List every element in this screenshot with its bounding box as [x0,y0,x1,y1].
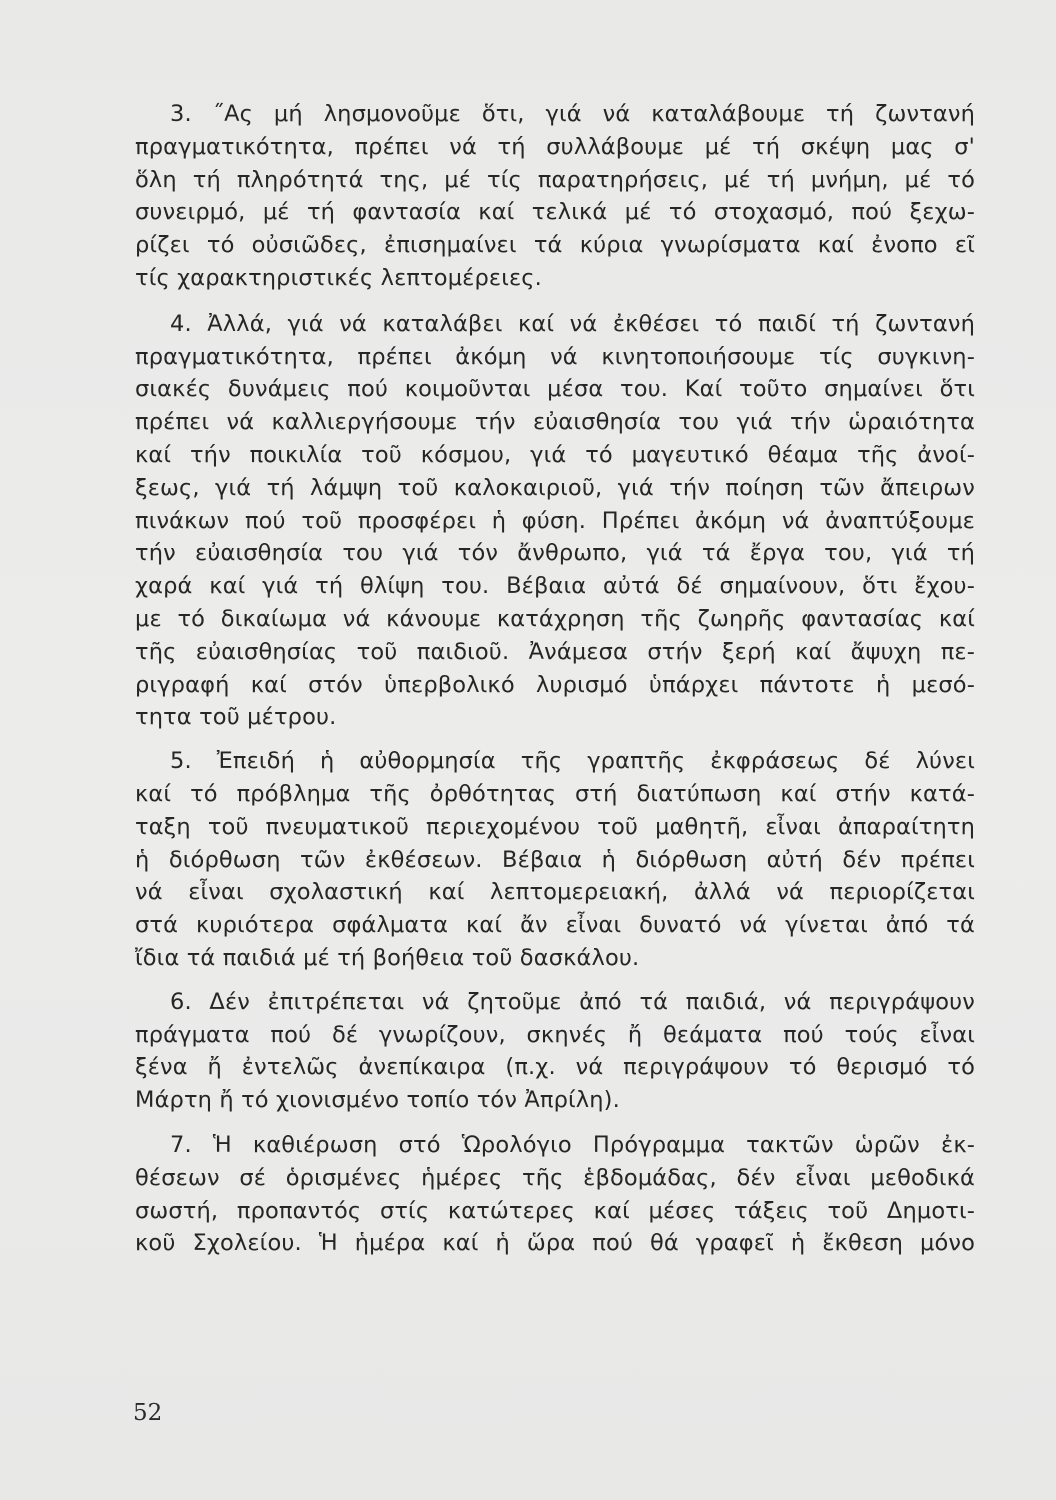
page-number: 52 [133,1400,163,1426]
text-line: πρέπει νά καλλιεργήσουμε τήν εὐαισθησία του γιά τήν ὡραιότητα [135,409,975,436]
text-line: ξεως, γιά τή λάμψη τοῦ καλοκαιριοῦ, γιά τήν ποίηση τῶν ἄπειρων [135,474,975,501]
text-line: ρίζει τό οὐσιῶδες, ἐπισημαίνει τά κύρια γνωρίσματα καί ἐνοπο εῖ [135,232,975,259]
text-line: 4. Ἀλλά, γιά νά καταλάβει καί νά ἐκθέσει τό παιδί τή ζωντανή [170,310,975,337]
paragraph-5 [135,745,975,975]
text-line: 5. Ἐπειδή ἡ αὐθορμησία τῆς γραπτῆς ἐκφράσεως δέ λύνει [170,748,975,775]
paragraph-3 [135,98,975,295]
text-line: ριγραφή καί στόν ὑπερβολικό λυρισμό ὑπάρχει πάντοτε ἡ μεσό- [135,671,975,698]
text-line: τήν εὐαισθησία του γιά τόν ἄνθρωπο, γιά τά ἔργα του, γιά τή [135,540,975,567]
text-line: 3. ˝Ας μή λησμονοῦμε ὅτι, γιά νά καταλάβουμε τή ζωντανή [170,101,975,127]
text-line: κοῦ Σχολείου. Ἡ ἡμέρα καί ἡ ὥρα πού θά γραφεῖ ἡ ἔκθεση μόνο [135,1230,975,1257]
text-line: πραγματικότητα, πρέπει ἀκόμη νά κινητοποιήσουμε τίς συγκινη- [135,343,975,370]
text-line: ὅλη τή πληρότητά της, μέ τίς παρατηρήσεις, μέ τή μνήμη, μέ τό [135,166,975,193]
text-line: 7. Ἡ καθιέρωση στό Ὡρολόγιο Πρόγραμμα τακτῶν ὡρῶν ἐκ- [170,1131,975,1158]
text-line: με τό δικαίωμα νά κάνουμε κατάχρηση τῆς ζωηρῆς φαντασίας καί [135,605,975,632]
text-line: Μάρτη ἤ τό χιονισμένο τοπίο τόν Ἀπρίλη). [135,1087,620,1114]
text-line: καί τό πρόβλημα τῆς ὀρθότητας στή διατύπωση καί στήν κατά- [135,780,975,807]
paragraph-7 [135,1129,975,1260]
text-line: πραγματικότητα, πρέπει νά τή συλλάβουμε μέ τή σκέψη μας σ' [135,133,975,160]
text-line: χαρά καί γιά τή θλίψη του. Βέβαια αὐτά δέ σημαίνουν, ὅτι ἔχου- [135,573,975,600]
text-line: ξένα ἤ ἐντελῶς ἀνεπίκαιρα (π.χ. νά περιγράψουν τό θερισμό τό [135,1054,975,1081]
text-line: θέσεων σέ ὁρισμένες ἡμέρες τῆς ἑβδομάδας, δέν εἶναι μεθοδικά [135,1164,975,1191]
text-line: πινάκων πού τοῦ προσφέρει ἡ φύση. Πρέπει ἀκόμη νά ἀναπτύξουμε [135,507,975,534]
text-line: 6. Δέν ἐπιτρέπεται νά ζητοῦμε ἀπό τά παιδιά, νά περιγράψουν [170,988,975,1015]
body-text [135,98,975,1260]
text-line: τίς χαρακτηριστικές λεπτομέρειες. [135,264,542,291]
text-line: καί τήν ποικιλία τοῦ κόσμου, γιά τό μαγευτικό θέαμα τῆς ἀνοί- [135,441,975,468]
text-line: τητα τοῦ μέτρου. [135,704,337,731]
text-line: ἴδια τά παιδιά μέ τή βοήθεια τοῦ δασκάλου. [135,944,640,971]
paragraph-4 [135,308,975,734]
text-line: τῆς εὐαισθησίας τοῦ παιδιοῦ. Ἀνάμεσα στήν ξερή καί ἄψυχη πε- [135,638,975,665]
text-line: σωστή, προπαντός στίς κατώτερες καί μέσες τάξεις τοῦ Δημοτι- [135,1197,975,1224]
text-line: νά εἶναι σχολαστική καί λεπτομερειακή, ἀλλά νά περιορίζεται [135,879,975,906]
text-line: συνειρμό, μέ τή φαντασία καί τελικά μέ τό στοχασμό, πού ξεχω- [135,199,975,226]
text-line: ταξη τοῦ πνευματικοῦ περιεχομένου τοῦ μαθητῆ, εἶναι ἀπαραίτητη [135,813,975,840]
text-line: πράγματα πού δέ γνωρίζουν, σκηνές ἤ θεάματα πού τούς εἶναι [135,1021,975,1048]
text-line: σιακές δυνάμεις πού κοιμοῦνται μέσα του. Καί τοῦτο σημαίνει ὅτι [135,376,975,403]
text-line: στά κυριότερα σφάλματα καί ἄν εἶναι δυνατό νά γίνεται ἀπό τά [135,912,975,939]
text-line: ἡ διόρθωση τῶν ἐκθέσεων. Βέβαια ἡ διόρθωση αὐτή δέν πρέπει [135,846,975,873]
paragraph-6 [135,986,975,1117]
